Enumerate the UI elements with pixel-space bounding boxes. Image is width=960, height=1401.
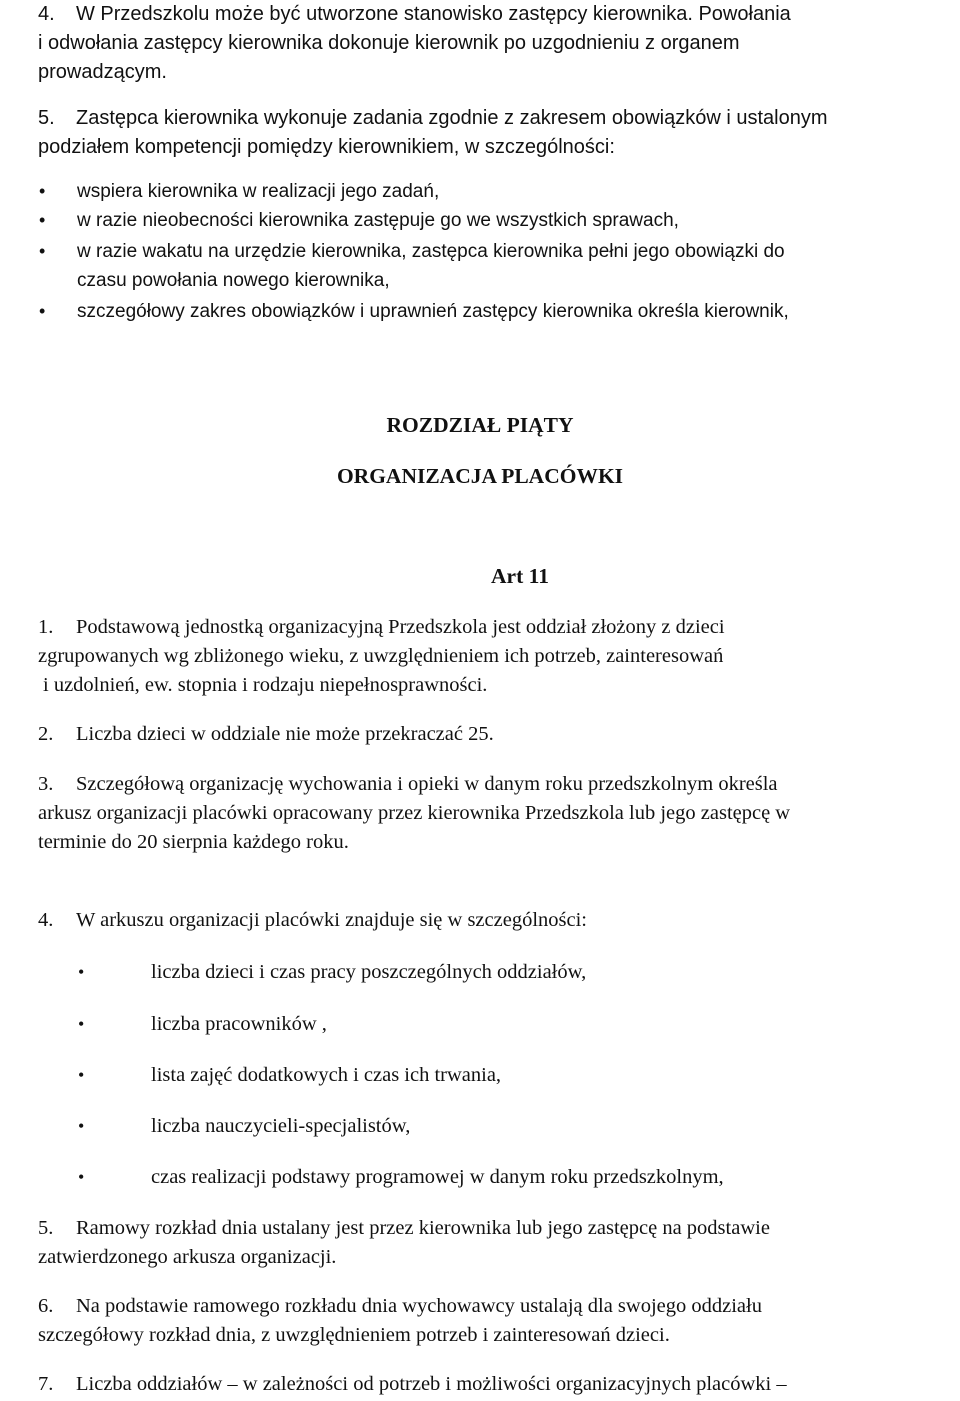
item-3-line3: terminie do 20 sierpnia każdego roku.: [38, 831, 349, 853]
item-4-line1: 4. W arkuszu organizacji placówki znajduje się w szczególności:: [38, 906, 938, 935]
item-4-number: 4.: [38, 909, 54, 931]
item-4-bullet-5: • czas realizacji podstawy programowej w danym roku przedszkolnym,: [151, 1163, 724, 1192]
bullet-icon: •: [78, 1014, 85, 1034]
item-2-number: 2.: [38, 723, 54, 745]
item-4-bullet-3: • lista zajęć dodatkowych i czas ich trwania,: [151, 1061, 501, 1090]
section-5-line2: podziałem kompetencji pomiędzy kierownikiem, w szczególności:: [38, 136, 615, 158]
item-1-number: 1.: [38, 616, 54, 638]
item-3: [38, 770, 938, 857]
item-4-bullet-2: • liczba pracowników ,: [151, 1010, 327, 1039]
item-5-line1: 5. Ramowy rozkład dnia ustalany jest przez kierownika lub jego zastępcę na podstawie: [38, 1214, 938, 1243]
bullet-icon: •: [39, 241, 46, 261]
section-5-line1: 5. Zastępca kierownika wykonuje zadania zgodnie z zakresem obowiązków i ustalonym: [38, 104, 938, 133]
bullet-icon: •: [39, 210, 46, 230]
item-6-line1: 6. Na podstawie ramowego rozkładu dnia wychowawcy ustalają dla swojego oddziału: [38, 1292, 938, 1321]
item-3-line1: 3. Szczegółową organizację wychowania i opieki w danym roku przedszkolnym określa: [38, 770, 938, 799]
item-3-line2: arkusz organizacji placówki opracowany przez kierownika Przedszkola lub jego zastępcę w: [38, 802, 791, 824]
item-6-line2: szczegółowy rozkład dnia, z uwzględnieniem potrzeb i zainteresowań dzieci.: [38, 1324, 670, 1346]
section-4-prev: [38, 0, 938, 87]
bullet-icon: •: [78, 1065, 85, 1085]
bullet-item-4: • szczegółowy zakres obowiązków i uprawnień zastępcy kierownika określa kierownik,: [77, 297, 789, 326]
item-6-number: 6.: [38, 1295, 54, 1317]
item-4: [38, 906, 938, 935]
item-3-number: 3.: [38, 773, 54, 795]
item-5-number: 5.: [38, 1217, 54, 1239]
item-4-bullet-1: • liczba dzieci i czas pracy poszczególnych oddziałów,: [151, 958, 586, 987]
item-1-line3: i uzdolnień, ew. stopnia i rodzaju niepełnosprawności.: [43, 674, 488, 696]
chapter-title: ROZDZIAŁ PIĄTY: [386, 413, 574, 437]
bullet-icon: •: [78, 1167, 85, 1187]
item-2-line1: 2. Liczba dzieci w oddziale nie może przekraczać 25.: [38, 720, 938, 749]
item-6: [38, 1292, 938, 1350]
bullet-icon: •: [39, 301, 46, 321]
bullet-item-3: • w razie wakatu na urzędzie kierownika, zastępca kierownika pełni jego obowiązki do: [77, 237, 785, 266]
item-1: [38, 613, 938, 700]
item-1-line2: zgrupowanych wg zbliżonego wieku, z uwzględnieniem ich potrzeb, zainteresowań: [38, 645, 724, 667]
bullet-icon: •: [78, 1116, 85, 1136]
section-4-line1: 4. W Przedszkolu może być utworzone stanowisko zastępcy kierownika. Powołania: [38, 0, 938, 29]
bullet-icon: •: [39, 181, 46, 201]
chapter-subtitle: ORGANIZACJA PLACÓWKI: [336, 464, 624, 488]
bullet-icon: •: [78, 962, 85, 982]
bullet-item-1: • wspiera kierownika w realizacji jego zadań,: [77, 177, 439, 206]
item-4-bullet-4: • liczba nauczycieli-specjalistów,: [151, 1112, 410, 1141]
section-4-line2: i odwołania zastępcy kierownika dokonuje kierownik po uzgodnieniu z organem: [38, 32, 740, 54]
item-2: [38, 720, 938, 749]
section-4-number: 4.: [38, 3, 55, 25]
article-heading: Art 11: [491, 564, 549, 588]
section-5-number: 5.: [38, 107, 55, 129]
bullet-item-2: • w razie nieobecności kierownika zastępuje go we wszystkich sprawach,: [77, 206, 679, 235]
item-7: [38, 1370, 938, 1399]
section-5-prev: [38, 104, 938, 162]
item-7-line1: 7. Liczba oddziałów – w zależności od potrzeb i możliwości organizacyjnych placówki –: [38, 1370, 938, 1399]
section-4-line3: prowadzącym.: [38, 61, 167, 83]
item-1-line1: 1. Podstawową jednostką organizacyjną Przedszkola jest oddział złożony z dzieci: [38, 613, 938, 642]
item-5-line2: zatwierdzonego arkusza organizacji.: [38, 1246, 337, 1268]
bullet-item-3-cont: czasu powołania nowego kierownika,: [77, 270, 390, 291]
item-7-number: 7.: [38, 1373, 54, 1395]
item-5: [38, 1214, 938, 1272]
